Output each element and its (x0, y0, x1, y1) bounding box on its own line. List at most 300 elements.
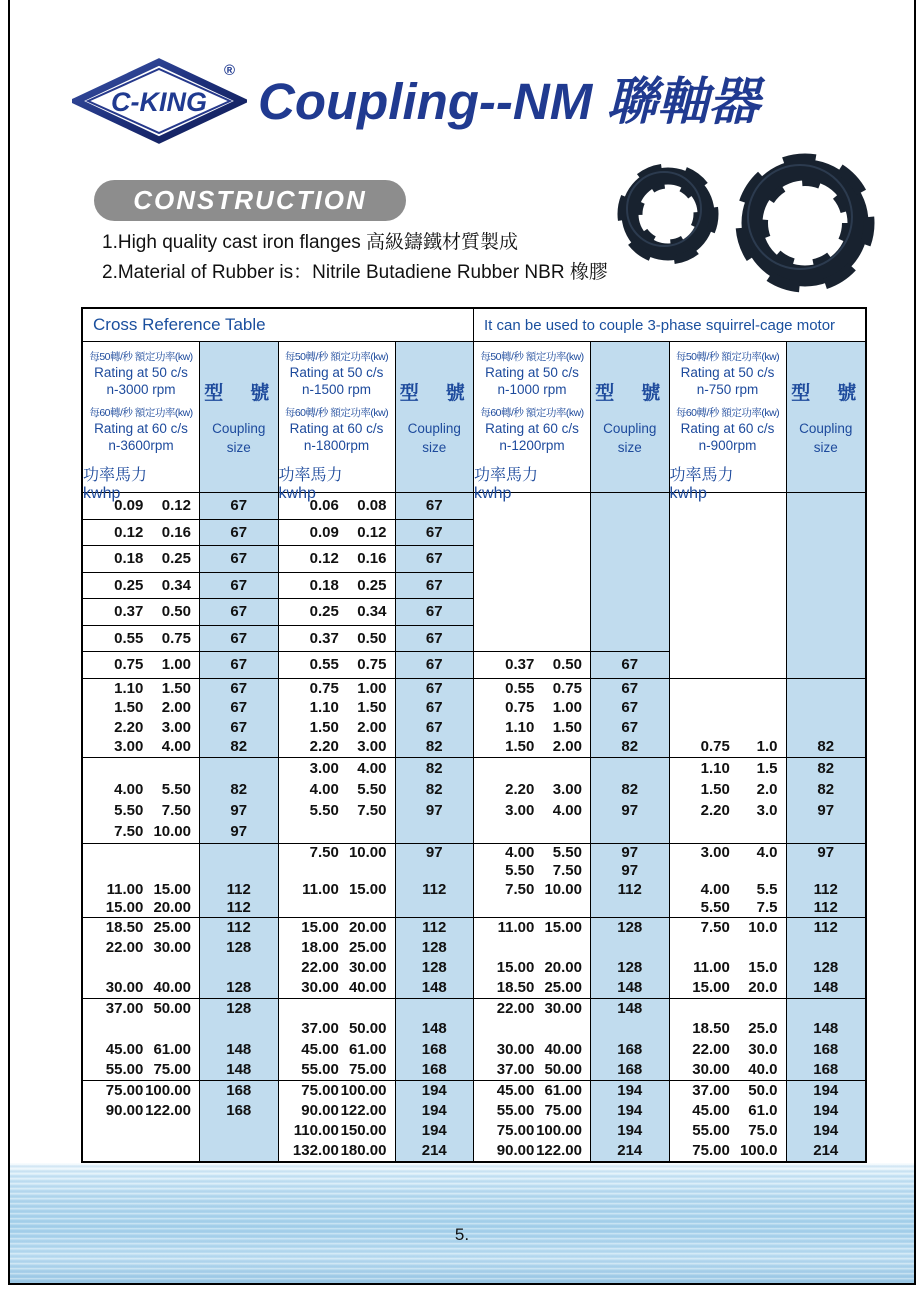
hp-value: 30.00 (348, 959, 387, 976)
size-value (787, 862, 866, 880)
table-cell (83, 493, 199, 520)
kw-value: 0.25 (309, 603, 339, 621)
size-value: 128 (617, 959, 643, 976)
hp-value: 20.00 (544, 959, 582, 976)
table-size-cell (396, 652, 474, 679)
size-value (200, 1019, 278, 1039)
size-value: 67 (230, 523, 248, 541)
table-value-line (670, 737, 786, 757)
hp-value: 5.50 (161, 780, 191, 798)
hp-label: hp (689, 485, 707, 502)
hp-value: 100.0 (739, 1142, 778, 1159)
hp-value: 50.0 (748, 1082, 778, 1099)
coupling-ring-large-image (741, 159, 869, 287)
coupling-size-header (787, 342, 866, 493)
hp-value: 15.00 (544, 919, 582, 936)
table-size-cell (200, 652, 278, 679)
table-value-line (474, 652, 590, 678)
table-size-cell (396, 546, 474, 573)
hp-value: 15.00 (348, 880, 387, 898)
size-value (787, 698, 866, 718)
size-value (591, 938, 669, 958)
table-value-line (83, 999, 199, 1019)
table-value-line (670, 698, 786, 718)
group-data-column (670, 342, 787, 1161)
hp-value: 150.00 (340, 1122, 387, 1139)
hp-value: 100.00 (340, 1082, 387, 1099)
kw-label: kw (669, 485, 690, 502)
kw-value: 0.37 (114, 603, 144, 621)
size-value: 67 (230, 497, 248, 515)
table-value-line (474, 898, 590, 916)
hp-value: 100.00 (536, 1122, 582, 1139)
hp-value: 50.00 (348, 1020, 387, 1038)
hp-value: 7.5 (756, 898, 778, 916)
table-value-line (670, 1141, 786, 1161)
table-value-line (474, 821, 590, 842)
kw-value: 37.00 (496, 1060, 535, 1078)
table-value-line (83, 1141, 199, 1161)
table-value-line (474, 1019, 590, 1039)
kw-value: 55.00 (105, 1060, 144, 1078)
kw-value: 4.00 (505, 844, 535, 862)
kw-cn-label: 功率 (83, 467, 116, 484)
rpm-60-label: n-900rpm (698, 438, 757, 453)
page-number: 5. (454, 1225, 470, 1244)
table-cell (474, 844, 590, 918)
size-value: 67 (230, 550, 248, 568)
kw-value: 11.00 (693, 959, 730, 976)
table-value-line (279, 978, 395, 998)
table-size-cell (200, 999, 278, 1081)
table-cell (279, 679, 395, 758)
table-value-line (279, 1059, 395, 1079)
table-value-line (83, 821, 199, 842)
table-cell (83, 573, 199, 600)
kw-value: 22.00 (105, 939, 144, 956)
table-cell (83, 918, 199, 999)
construction-item-2: 2.Material of Rubber is：Nitrile Butadiene Rubber NBR 橡膠 (102, 262, 608, 283)
size-value: 168 (421, 1040, 447, 1058)
hp-value: 4.00 (161, 738, 191, 756)
size-value: 148 (617, 979, 643, 996)
kw-value: 18.00 (301, 939, 339, 956)
group-size-column (591, 342, 670, 1161)
brand-logo-diamond-icon (72, 58, 247, 144)
unit-labels (670, 485, 786, 503)
kw-value: 0.12 (114, 523, 144, 541)
brand-logo (72, 58, 247, 144)
table-value-line (279, 1019, 395, 1039)
hp-value: 75.00 (348, 1060, 387, 1078)
size-value: 148 (617, 1000, 643, 1018)
table-cell (83, 999, 199, 1081)
size-value: 67 (425, 629, 443, 647)
size-value: 67 (230, 718, 248, 736)
kw-value: 0.55 (505, 679, 535, 697)
table-value-line (670, 1121, 786, 1141)
table-value-line (670, 862, 786, 880)
hp-value: 50.00 (544, 1060, 582, 1078)
coupling-label: Coupling (603, 420, 657, 436)
hp-value: 0.75 (552, 679, 582, 697)
size-value: 168 (617, 1040, 643, 1058)
kw-value: 55.00 (301, 1060, 339, 1078)
table-value-line (83, 779, 199, 800)
hp-value: 2.00 (357, 718, 387, 736)
coupling-size-header (200, 342, 278, 493)
hp-value: 20.0 (748, 979, 778, 996)
size-value (787, 999, 866, 1019)
table-value-line (279, 918, 395, 938)
group-header (83, 342, 199, 502)
hp-value: 122.00 (145, 1102, 191, 1119)
table-value-line (279, 493, 395, 519)
group-size-column (200, 342, 279, 1161)
table-value-line (83, 1059, 199, 1079)
kw-value: 4.00 (309, 780, 339, 798)
table-size-cell (396, 626, 474, 653)
size-value: 82 (817, 759, 835, 777)
kw-value: 0.37 (309, 629, 339, 647)
table-cell (670, 918, 786, 999)
table-value-line (670, 1039, 786, 1059)
kw-value: 18.50 (105, 919, 144, 936)
table-value-line (474, 698, 590, 718)
table-size-cell (200, 679, 278, 758)
footer-band (10, 1163, 914, 1283)
table-value-line (279, 1081, 395, 1101)
table-cell (279, 844, 395, 918)
hp-value: 122.00 (340, 1102, 387, 1119)
table-size-cell (396, 520, 474, 547)
hp-label: hp (102, 485, 121, 502)
kw-value: 30.00 (496, 1040, 535, 1058)
hp-value: 40.00 (153, 979, 191, 996)
kw-value: 5.50 (309, 802, 339, 820)
size-value: 82 (425, 759, 443, 777)
size-value: 67 (230, 603, 248, 621)
unit-labels (474, 485, 590, 503)
hp-value: 15.00 (153, 880, 191, 898)
table-value-line (83, 698, 199, 718)
kw-value: 0.75 (309, 679, 339, 697)
hp-value: 10.00 (153, 823, 191, 841)
hp-value: 0.34 (357, 603, 387, 621)
rating-60-label: Rating at 60 c/s (94, 421, 188, 436)
coupling-size-header (591, 342, 669, 493)
table-size-cell (591, 493, 669, 652)
hp-cn-label: 馬力 (115, 467, 148, 484)
size-value: 97 (621, 844, 639, 862)
hp-value: 2.00 (161, 699, 191, 717)
hp-value: 2.0 (756, 780, 778, 798)
size-value: 112 (226, 880, 251, 898)
size-value: 214 (421, 1142, 447, 1159)
size-label: size (617, 439, 642, 455)
table-value-line (279, 520, 395, 546)
kw-value: 0.12 (309, 550, 339, 568)
hp-value: 20.00 (153, 898, 191, 916)
hp-value: 0.50 (552, 656, 582, 674)
hp-value: 0.75 (357, 656, 387, 674)
kw-value: 7.50 (505, 880, 535, 898)
rpm-60-label: n-3600rpm (108, 438, 174, 453)
size-value: 67 (621, 656, 639, 674)
kw-value: 37.00 (301, 1020, 339, 1038)
table-size-cell (200, 493, 278, 520)
table-value-line (474, 1059, 590, 1079)
hp-value: 75.00 (153, 1060, 191, 1078)
kw-value: 2.20 (700, 802, 730, 820)
size-value: 112 (813, 898, 838, 916)
table-value-line (83, 1039, 199, 1059)
kw-label: kw (474, 485, 494, 502)
kw-value: 2.20 (505, 780, 535, 798)
size-value: 148 (421, 1020, 447, 1038)
table-size-cell (200, 599, 278, 626)
kw-value: 0.55 (309, 656, 339, 674)
size-value: 168 (617, 1060, 643, 1078)
table-value-line (670, 758, 786, 779)
size-value (396, 862, 474, 880)
table-size-cell (787, 918, 866, 999)
size-value: 82 (425, 780, 443, 798)
kw-value: 18.50 (692, 1020, 730, 1038)
coupling-label: Coupling (407, 420, 461, 436)
rating-50-label: Rating at 50 c/s (94, 365, 188, 380)
kw-value: 5.50 (114, 802, 144, 820)
kw-value: 7.50 (114, 823, 144, 841)
table-cell (279, 546, 395, 573)
table-size-cell (787, 679, 866, 758)
size-value: 128 (813, 959, 839, 976)
hp-value: 0.16 (357, 550, 387, 568)
kw-value: 22.00 (692, 1040, 730, 1058)
size-value: 148 (226, 1040, 252, 1058)
table-value-line (670, 880, 786, 898)
kw-value: 3.00 (505, 802, 535, 820)
hp-cn-label: 馬力 (310, 467, 343, 484)
table-value-line (474, 718, 590, 738)
table-value-line (83, 1019, 199, 1039)
size-value: 148 (226, 1060, 252, 1078)
table-size-cell (200, 520, 278, 547)
table-value-line (474, 862, 590, 880)
hp-value: 20.00 (348, 919, 387, 936)
kw-value: 90.00 (301, 1102, 339, 1119)
kw-value: 90.00 (105, 1102, 144, 1119)
size-value (591, 758, 669, 779)
size-value: 112 (813, 919, 838, 936)
size-value: 112 (422, 919, 447, 936)
hp-value: 61.00 (153, 1040, 191, 1058)
kw-value: 45.00 (301, 1040, 339, 1058)
kw-value: 132.00 (292, 1142, 339, 1159)
group-data-column (83, 342, 200, 1161)
size-value (200, 844, 278, 862)
table-value-line (83, 898, 199, 916)
table-cell (279, 652, 395, 679)
size-label: size (422, 439, 447, 455)
table-cell (670, 679, 786, 758)
rating-50-label: Rating at 50 c/s (680, 365, 775, 380)
table-cell (670, 844, 786, 918)
size-value: 194 (617, 1082, 643, 1099)
size-value: 128 (421, 939, 447, 956)
group-header (669, 342, 786, 502)
size-value: 67 (230, 629, 248, 647)
hp-value: 10.00 (544, 880, 582, 898)
table-value-line (670, 938, 786, 958)
size-value: 128 (421, 959, 447, 976)
size-value: 97 (425, 844, 443, 862)
size-value: 168 (226, 1102, 252, 1119)
rating-50-cn-label: 每50轉/秒 額定功率(kw) (89, 351, 193, 363)
size-value: 67 (425, 523, 443, 541)
rating-60-label: Rating at 60 c/s (289, 421, 384, 436)
table-value-line (83, 679, 199, 699)
hp-value: 75.00 (544, 1102, 582, 1119)
table-size-cell (591, 1081, 669, 1161)
table-value-line (474, 1039, 590, 1059)
table-value-line (670, 800, 786, 821)
page-title: Coupling--NM 聯軸器 (258, 73, 760, 130)
size-cn-label: 型 號 (399, 382, 469, 404)
table-value-line (83, 520, 199, 546)
hp-value: 1.50 (552, 718, 582, 736)
size-value: 67 (425, 656, 443, 674)
table-value-line (83, 1121, 199, 1141)
table-value-line (83, 493, 199, 519)
kw-value: 45.00 (496, 1082, 535, 1099)
table-cell (83, 652, 199, 679)
table-value-line (83, 978, 199, 998)
kw-value: 0.75 (114, 656, 144, 674)
size-value (200, 1141, 278, 1161)
size-cn-label: 型 號 (595, 382, 665, 404)
table-cell (83, 758, 199, 844)
hp-value: 0.75 (161, 629, 191, 647)
size-cn-label: 型 號 (204, 382, 274, 404)
brand-name: C-KING (111, 87, 207, 117)
page (8, 0, 916, 1285)
hp-value: 3.0 (756, 802, 778, 820)
hp-value: 0.12 (161, 497, 191, 515)
kw-value: 0.18 (114, 550, 144, 568)
table-title-left: Cross Reference Table (83, 309, 474, 341)
table-value-line (83, 1081, 199, 1101)
size-value: 168 (813, 1060, 839, 1078)
kw-value: 0.09 (309, 523, 339, 541)
table-value-line (670, 679, 786, 699)
unit-cn-labels (279, 462, 395, 485)
rating-50-label: Rating at 50 c/s (485, 365, 579, 380)
table-cell (279, 1081, 395, 1161)
kw-value: 45.00 (692, 1102, 730, 1119)
table-value-line (474, 938, 590, 958)
table-cell (279, 626, 395, 653)
hp-value: 75.0 (748, 1122, 778, 1139)
hp-cn-label: 馬力 (506, 467, 539, 484)
kw-value: 3.00 (114, 738, 144, 756)
unit-cn-labels (670, 462, 786, 485)
table-value-line (279, 652, 395, 678)
table-cell (670, 999, 786, 1081)
table-value-line (474, 1141, 590, 1161)
kw-value: 75.00 (692, 1142, 730, 1159)
table-size-cell (396, 679, 474, 758)
table-size-cell (591, 844, 669, 918)
size-value: 128 (226, 979, 252, 996)
table-cell (83, 546, 199, 573)
table-value-line (670, 1019, 786, 1039)
table-size-cell (200, 546, 278, 573)
size-value (396, 999, 474, 1019)
table-value-line (474, 779, 590, 800)
table-value-line (83, 862, 199, 880)
rating-50-cn-label: 每50轉/秒 額定功率(kw) (284, 351, 389, 363)
kw-value: 18.50 (496, 979, 535, 996)
size-value (591, 821, 669, 842)
hp-value: 0.16 (161, 523, 191, 541)
size-value: 214 (813, 1142, 839, 1159)
unit-cn-labels (83, 462, 199, 485)
kw-value: 22.00 (496, 1000, 535, 1018)
table-value-line (474, 1081, 590, 1101)
table-cell (83, 1081, 199, 1161)
kw-value: 11.00 (106, 880, 144, 898)
rpm-60-label: n-1200rpm (499, 438, 565, 453)
size-value: 112 (226, 919, 251, 936)
kw-value: 2.20 (114, 718, 144, 736)
table-cell (670, 1081, 786, 1161)
hp-value: 61.0 (748, 1102, 778, 1119)
kw-value: 75.00 (301, 1082, 339, 1099)
table-value-line (670, 1059, 786, 1079)
kw-value: 4.00 (114, 780, 144, 798)
table-cell (279, 599, 395, 626)
size-value: 67 (230, 576, 248, 594)
kw-label: kw (83, 485, 103, 502)
kw-value: 3.00 (309, 759, 339, 777)
table-value-line (474, 758, 590, 779)
group-header (474, 342, 590, 502)
hp-value: 1.00 (357, 679, 387, 697)
table-value-line (83, 718, 199, 738)
table-value-line (279, 1121, 395, 1141)
table-cell (474, 652, 590, 679)
kw-label: kw (278, 485, 299, 502)
size-value (200, 862, 278, 880)
table-size-cell (396, 1081, 474, 1161)
kw-value: 0.75 (505, 699, 535, 717)
table-value-line (83, 880, 199, 898)
hp-value: 50.00 (153, 1000, 191, 1018)
size-value: 214 (617, 1142, 643, 1159)
table-cell (279, 999, 395, 1081)
size-value (591, 1019, 669, 1039)
size-value (787, 679, 866, 699)
table-cell (83, 844, 199, 918)
size-value: 67 (425, 679, 443, 697)
rating-60-label: Rating at 60 c/s (680, 421, 775, 436)
size-value: 112 (813, 880, 838, 898)
table-value-line (279, 626, 395, 652)
hp-label: hp (493, 485, 512, 502)
size-value: 67 (621, 679, 639, 697)
table-value-line (279, 546, 395, 572)
